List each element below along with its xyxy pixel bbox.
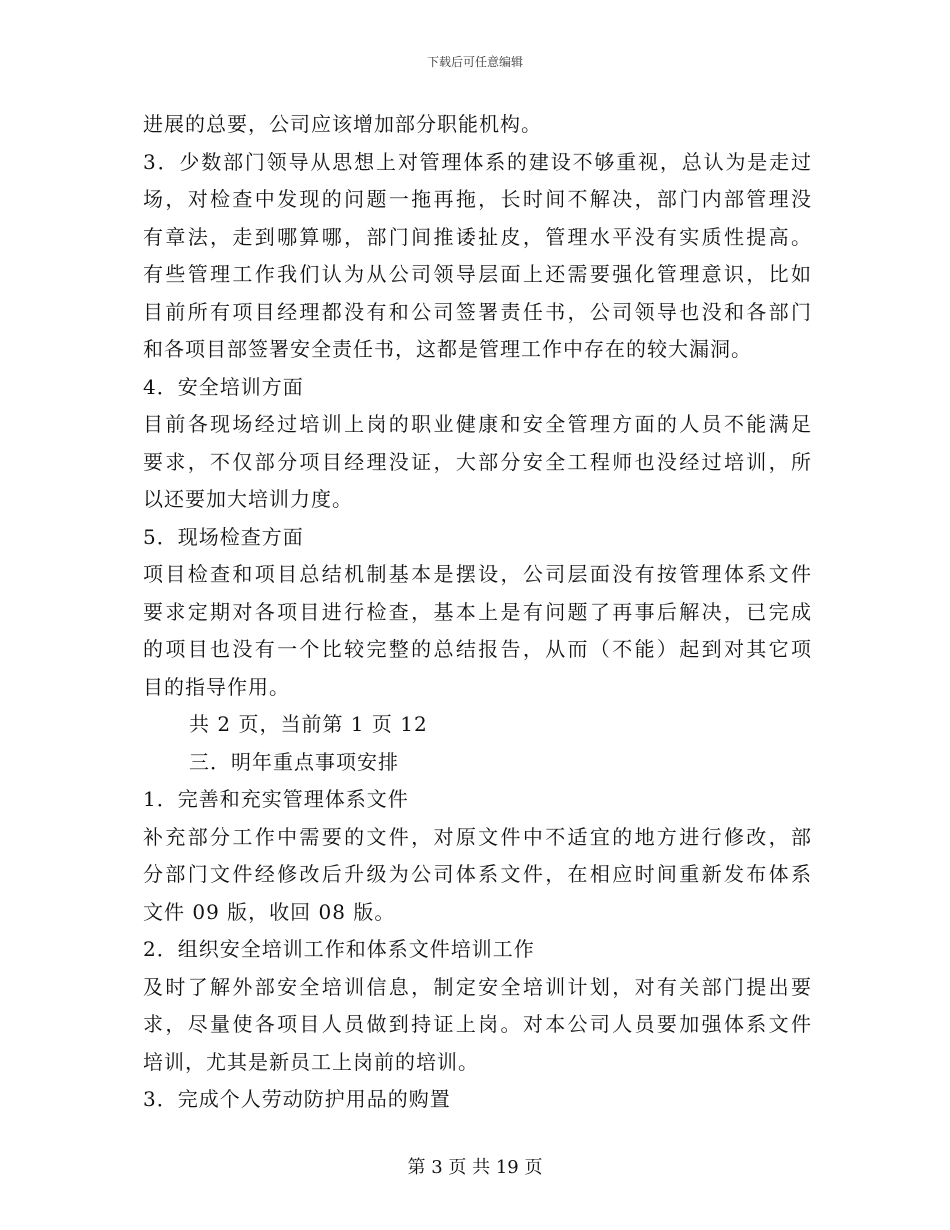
text-line: 有些管理工作我们认为从公司领导层面上还需要强化管理意识，比如 <box>143 262 811 286</box>
text-line: 和各项目部签署安全责任书，这都是管理工作中存在的较大漏洞。 <box>143 337 752 361</box>
text-line: 要求定期对各项目进行检查，基本上是有问题了再事后解决，已完成 <box>143 599 811 624</box>
section-heading: 3．完成个人劳动防护用品的购置 <box>143 1087 451 1111</box>
text-line: 3．少数部门领导从思想上对管理体系的建设不够重视，总认为是走过 <box>143 149 811 174</box>
page-counter-text: 共 2 页，当前第 1 页 12 <box>189 712 428 736</box>
text-line: 要求，不仅部分项目经理没证，大部分安全工程师也没经过培训，所 <box>143 449 811 474</box>
section-heading: 三．明年重点事项安排 <box>189 749 399 774</box>
text-line: 以还要加大培训力度。 <box>143 487 353 511</box>
text-line: 项目检查和项目总结机制基本是摆设，公司层面没有按管理体系文件 <box>143 562 811 586</box>
text-line: 分部门文件经修改后升级为公司体系文件，在相应时间重新发布体系 <box>143 862 811 886</box>
text-line: 有章法，走到哪算哪，部门间推诿扯皮，管理水平没有实质性提高。 <box>143 224 811 249</box>
text-line: 求，尽量使各项目人员做到持证上岗。对本公司人员要加强体系文件 <box>143 1012 811 1036</box>
section-heading: 1．完善和充实管理体系文件 <box>143 787 409 811</box>
page-header: 下载后可任意编辑 <box>426 55 523 69</box>
text-line: 培训，尤其是新员工上岗前的培训。 <box>143 1049 479 1074</box>
text-line: 的项目也没有一个比较完整的总结报告，从而（不能）起到对其它项 <box>143 637 811 661</box>
section-heading: 5．现场检查方面 <box>143 524 304 549</box>
text-line: 场，对检查中发现的问题一拖再拖，长时间不解决，部门内部管理没 <box>143 187 811 211</box>
text-line: 补充部分工作中需要的文件，对原文件中不适宜的地方进行修改，部 <box>143 824 811 849</box>
text-line: 目前所有项目经理都没有和公司签署责任书，公司领导也没和各部门 <box>143 299 811 324</box>
document-body <box>143 106 811 1119</box>
section-heading: 4．安全培训方面 <box>143 374 304 399</box>
text-line: 目的指导作用。 <box>143 674 290 699</box>
text-line: 文件 09 版，收回 08 版。 <box>143 899 396 924</box>
text-line: 进展的总要，公司应该增加部分职能机构。 <box>143 112 542 136</box>
text-line: 及时了解外部安全培训信息，制定安全培训计划，对有关部门提出要 <box>143 974 811 999</box>
page-footer: 第 3 页 共 19 页 <box>407 1157 543 1178</box>
text-line: 目前各现场经过培训上岗的职业健康和安全管理方面的人员不能满足 <box>143 412 811 436</box>
section-heading: 2．组织安全培训工作和体系文件培训工作 <box>143 937 535 961</box>
